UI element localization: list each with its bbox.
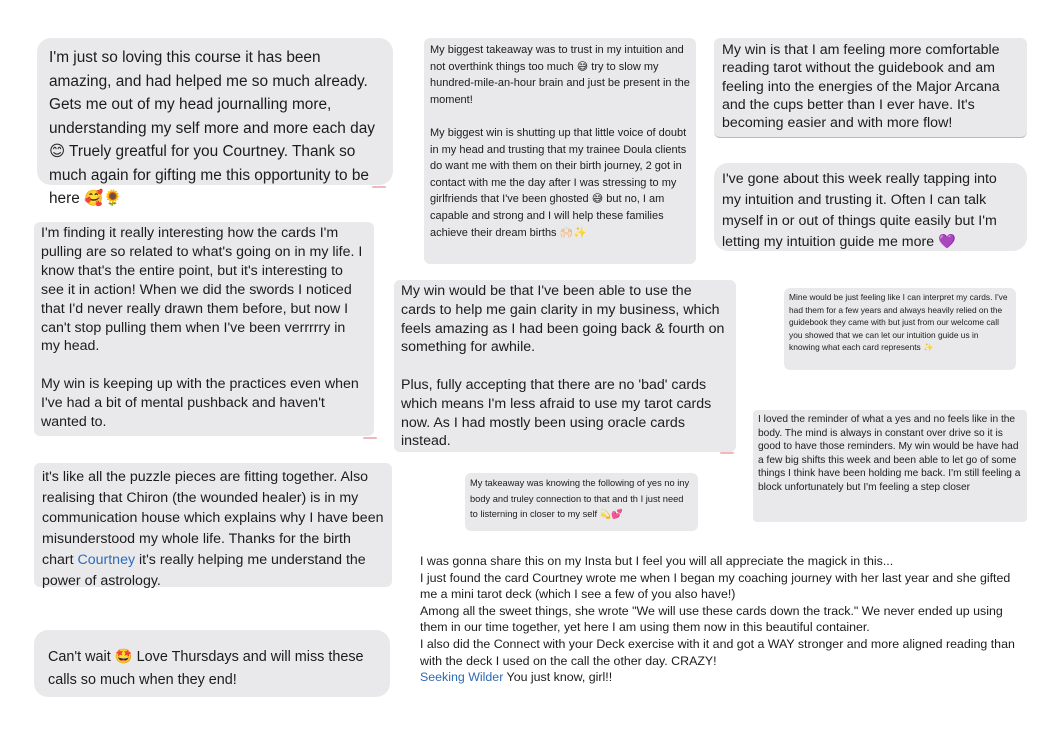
message-text: I've gone about this week really tapping into my intuition and trusting it. Often I can talk myself in or out of things quite easily but I'm letting my intuition guide me more 💜 [722,171,997,250]
message-text: My takeaway was knowing the following of yes no iny body and truley connection to that and th I just need to listerning in closer to my self 💫💕 [470,478,690,519]
message-text-end: You just know, girl!! [503,670,613,685]
message-reply-line [420,669,1020,686]
message-text-start: it's like all the puzzle pieces are fitting together. Also realising that Chiron (the wounded healer) is in my communication house which explains why I have been misunderstood my whole life. Thanks for the birth chart [42,469,384,568]
message-bubble-interpret-cards [784,288,1016,370]
message-bubble-takeaway [465,473,698,531]
message-text: My win is that I am feeling more comfortable reading tarot without the guidebook and am feeling into the energies of the Major Arcana and the cups better than I ever have. It's becoming easier and with more flow! [722,42,1000,132]
reaction-mark [372,186,386,188]
message-bubble-business-clarity [394,280,736,452]
message-bubble-thursdays [34,630,390,697]
message-bubble-doula-win [424,38,696,264]
message-bubble-yes-no [753,410,1027,522]
mention-link[interactable]: Seeking Wilder [420,670,504,685]
message-text: I'm just so loving this course it has been amazing, and had helped me so much already. Gets me out of my head journalling more, understanding my self more and more each day 😊 Truely greatful for you Courtney. Thank so much again for gifting me this opportunity to be here 🥰🌻 [49,49,375,207]
message-bubble-intuition [714,163,1027,251]
reaction-mark [720,452,734,454]
message-text-end: it's really helping me understand the power of astrology. [42,551,366,589]
message-text: I loved the reminder of what a yes and no feels like in the body. The mind is always in constant over drive so it is good to have those reminders. My win would be have had a few big shifts this week and been able to let go of some things I think have been holding me back. I'm still feeling a block unfortunately but I'm feeling a step closer [758,414,1021,493]
message-bubble-birth-chart [34,463,392,587]
message-text: I'm finding it really interesting how the cards I'm pulling are so related to what's going on in my life. I know that's the entire point, but it's interesting to see it in action! When we did the swords I noticed that I'd never really drawn them before, but now I can't stop pulling them when I've been verrrrry in my head. My win is keeping up with the practices even when I've had a bit of mental pushback and haven't wanted to. [41,225,363,431]
message-bubble-swords [34,222,374,436]
message-bubble-major-arcana-win [714,38,1027,138]
message-post-magick [412,548,1028,704]
message-text: I was gonna share this on my Insta but I feel you will all appreciate the magick in this... I just found the card Courtney wrote me when I began my coaching journey with her last year and she gifted me a mini tarot deck (which I see a few of you also have!) Among all the sweet things, she wrote "We will use these cards down the track." We never ended up using them in our time together, yet here I am using them now in this beautiful container. I also did the Connect with your Deck exercise with it and got a WAY stronger and more aligned reading than with the deck I used on the call the other day. CRAZY! [420,554,1015,668]
message-text: My biggest takeaway was to trust in my intuition and not overthink things too much 😅 try to slow my hundred-mile-an-hour brain and just be present in the moment! My biggest win is shutting up that little voice of doubt in my head and trusting that my trainee Doula clients do want me with them on their birth journey, 2 got in contact with me the day after I was stressing to my girlfriends that I've been ghosted 😅 but no, I am capable and strong and I will help these families achieve their dream births 🙌🏻✨ [430,44,690,239]
message-bubble-course-gratitude [37,38,393,207]
message-text: Mine would be just feeling like I can interpret my cards. I've had them for a few years and always heavily relied on the guidebook they came with but just from our welcome call you showed that we can let our intuition guide us in knowing what each card represents ✨ [789,292,1008,353]
message-text [42,467,384,591]
mention-link[interactable]: Courtney [77,551,136,568]
message-text: My win would be that I've been able to use the cards to help me gain clarity in my business, which feels amazing as I had been going back & fourth on something for awhile. Plus, fully accepting that there are no 'bad' cards which means I'm less afraid to use my tarot cards now. As I had mostly been using oracle cards instead. [401,283,725,450]
reaction-mark [363,437,377,439]
message-text: Can't wait 🤩 Love Thursdays and will miss these calls so much when they end! [48,649,364,688]
